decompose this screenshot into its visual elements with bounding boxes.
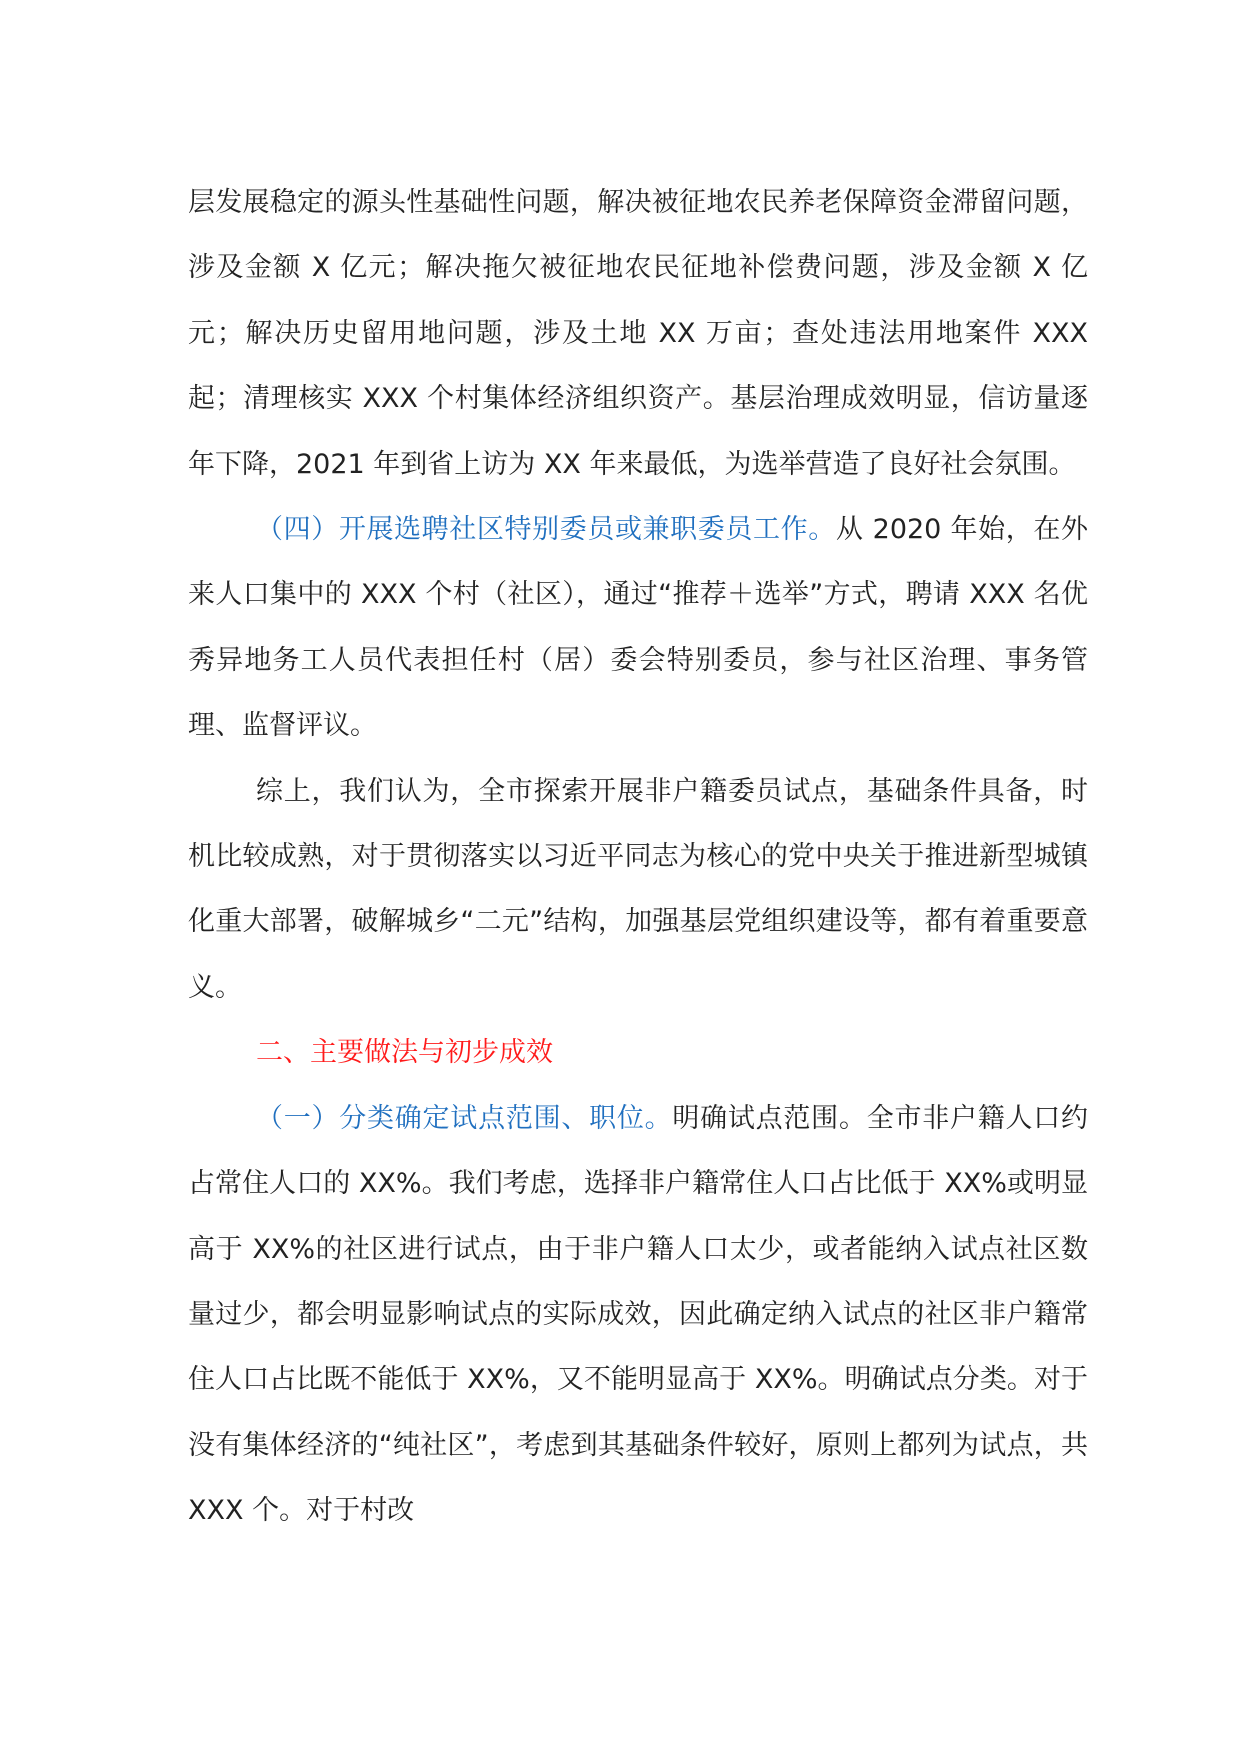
paragraph-text: 层发展稳定的源头性基础性问题，解决被征地农民养老保障资金滞留问题，涉及金额 X 亿元；解决拖欠被征地农民征地补偿费问题，涉及金额 X 亿元；解决历史留用地问题，涉及土地 XX 万亩；查处违法用地案件 XXX 起；清理核实 XXX 个村集体经济组织资产。基层治理成效明显，信访量逐年下降，2021 年到省上访为 XX 年来最低，为选举营造了良好社会氛围。 bbox=[188, 187, 1088, 480]
paragraph-grassroots-stability bbox=[188, 170, 1088, 497]
paragraph-pilot-scope bbox=[188, 1086, 1088, 1544]
paragraph-text: 综上，我们认为，全市探索开展非户籍委员试点，基础条件具备，时机比较成熟，对于贯彻落实以习近平同志为核心的党中央关于推进新型城镇化重大部署，破解城乡“二元”结构，加强基层党组织建设等，都有着重要意义。 bbox=[188, 775, 1088, 1003]
section-title bbox=[188, 1020, 1088, 1085]
document-body bbox=[188, 170, 1088, 1544]
paragraph-text: 明确试点范围。全市非户籍人口约占常住人口的 XX%。我们考虑，选择非户籍常住人口占比低于 XX%或明显高于 XX%的社区进行试点，由于非户籍人口太少，或者能纳入试点社区数量过少，都会明显影响试点的实际成效，因此确定纳入试点的社区非户籍常住人口占比既不能低于 XX%，又不能明显高于 XX%。明确试点分类。对于没有集体经济的“纯社区”，考虑到其基础条件较好，原则上都列为试点，共 XXX 个。对于村改 bbox=[188, 1102, 1089, 1527]
subsection-heading-one: （一）分类确定试点范围、职位。 bbox=[256, 1102, 673, 1134]
paragraph-special-members bbox=[188, 497, 1088, 759]
paragraph-summary bbox=[188, 759, 1088, 1021]
paragraph-text: 从 2020 年始，在外来人口集中的 XXX 个村（社区），通过“推荐＋选举”方式，聘请 XXX 名优秀异地务工人员代表担任村（居）委会特别委员，参与社区治理、事务管理、监督评议。 bbox=[188, 514, 1088, 742]
section-title-text: 二、主要做法与初步成效 bbox=[256, 1037, 553, 1069]
subsection-heading-four: （四）开展选聘社区特别委员或兼职委员工作。 bbox=[256, 514, 836, 546]
